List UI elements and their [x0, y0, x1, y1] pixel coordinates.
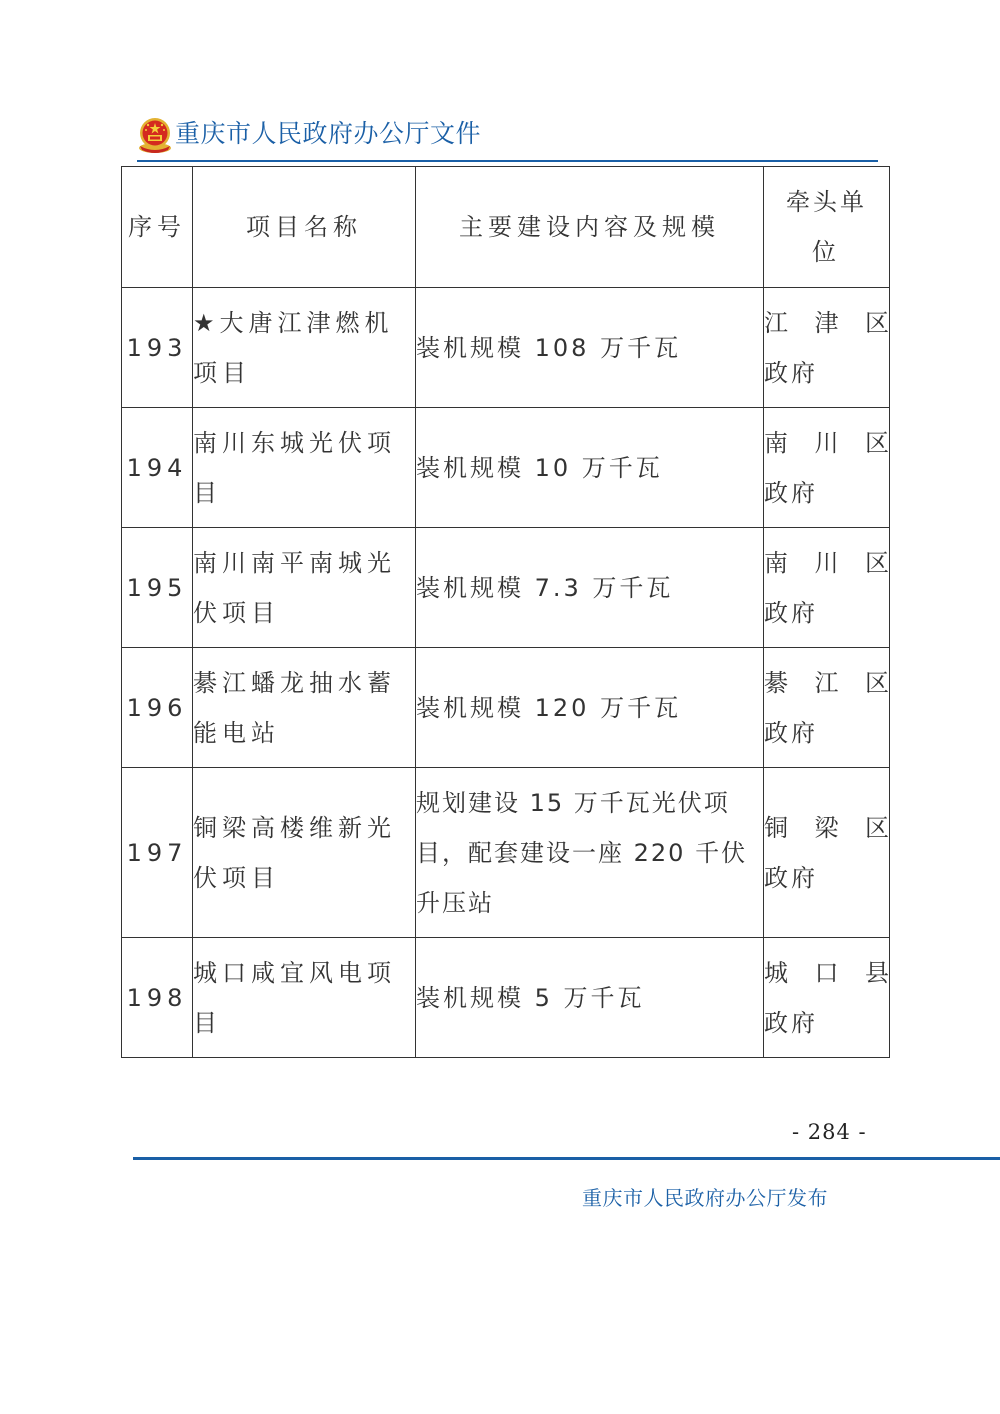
row-name [193, 288, 416, 408]
row-unit-line: 南川区 [764, 548, 889, 577]
document-header [137, 112, 481, 156]
row-unit [764, 768, 890, 938]
row-unit-line: 铜梁区 [764, 813, 889, 842]
row-content [416, 768, 764, 938]
row-unit-line: 城口县 [764, 958, 889, 987]
row-name-line: 目 [193, 1008, 222, 1037]
column-header-unit-line2: 位 [812, 238, 841, 266]
row-name [193, 938, 416, 1058]
footer-publisher: 重庆市人民政府办公厅发布 [582, 1186, 828, 1210]
row-content [416, 938, 764, 1058]
row-seq: 198 [122, 938, 193, 1058]
row-content-line: 规划建设 15 万千瓦光伏项 [416, 788, 730, 817]
row-content [416, 648, 764, 768]
row-name-line: 铜梁高楼维新光 [193, 813, 396, 842]
row-content [416, 288, 764, 408]
row-name [193, 408, 416, 528]
row-unit [764, 408, 890, 528]
row-unit-line: 政府 [764, 598, 818, 627]
table-row [122, 408, 890, 528]
row-name-line: 綦江蟠龙抽水蓄 [193, 668, 396, 697]
row-name-line: 城口咸宜风电项 [193, 958, 396, 987]
row-content-line: 装机规模 120 万千瓦 [416, 693, 682, 722]
row-seq: 193 [122, 288, 193, 408]
row-name-line: ★大唐江津燃机 [193, 308, 394, 337]
row-unit-line: 江津区 [764, 308, 889, 337]
column-header-unit-line1: 牵头单 [786, 188, 867, 216]
row-content-line: 装机规模 10 万千瓦 [416, 453, 663, 482]
table-row [122, 528, 890, 648]
column-header-content: 主要建设内容及规模 [416, 167, 764, 288]
row-name-line: 能电站 [193, 718, 280, 747]
row-name [193, 768, 416, 938]
row-seq: 196 [122, 648, 193, 768]
column-header-name: 项目名称 [193, 167, 416, 288]
row-unit-line: 政府 [764, 1008, 818, 1037]
row-unit-line: 南川区 [764, 428, 889, 457]
row-content-line: 装机规模 108 万千瓦 [416, 333, 682, 362]
table-row [122, 768, 890, 938]
row-unit [764, 648, 890, 768]
row-content-line: 装机规模 5 万千瓦 [416, 983, 645, 1012]
row-unit [764, 938, 890, 1058]
project-table [121, 166, 890, 1058]
table-row [122, 938, 890, 1058]
row-unit [764, 288, 890, 408]
row-name-line: 伏项目 [193, 863, 280, 892]
row-name [193, 528, 416, 648]
table-row [122, 648, 890, 768]
row-content-line: 升压站 [416, 888, 494, 917]
row-seq: 194 [122, 408, 193, 528]
row-name-line: 南川东城光伏项 [193, 428, 396, 457]
column-header-seq: 序号 [122, 167, 193, 288]
row-unit-line: 政府 [764, 478, 818, 507]
row-name-line: 伏项目 [193, 598, 280, 627]
national-emblem-icon [137, 114, 173, 154]
row-unit-line: 政府 [764, 358, 818, 387]
row-content-line: 装机规模 7.3 万千瓦 [416, 573, 674, 602]
header-divider [137, 160, 878, 162]
table-row [122, 288, 890, 408]
row-content [416, 528, 764, 648]
page-number: - 284 - [792, 1120, 867, 1144]
row-name-line: 南川南平南城光 [193, 548, 396, 577]
row-unit-line: 政府 [764, 718, 818, 747]
footer-divider [133, 1157, 1000, 1160]
row-name-line: 目 [193, 478, 222, 507]
column-header-unit [764, 167, 890, 288]
row-name [193, 648, 416, 768]
row-unit-line: 政府 [764, 863, 818, 892]
row-unit-line: 綦江区 [764, 668, 889, 697]
row-seq: 197 [122, 768, 193, 938]
row-name-line: 项目 [193, 358, 251, 387]
row-content [416, 408, 764, 528]
header-title: 重庆市人民政府办公厅文件 [175, 119, 482, 148]
table-header-row [122, 167, 890, 288]
row-content-line: 目，配套建设一座 220 千伏 [416, 838, 748, 867]
row-seq: 195 [122, 528, 193, 648]
row-unit [764, 528, 890, 648]
